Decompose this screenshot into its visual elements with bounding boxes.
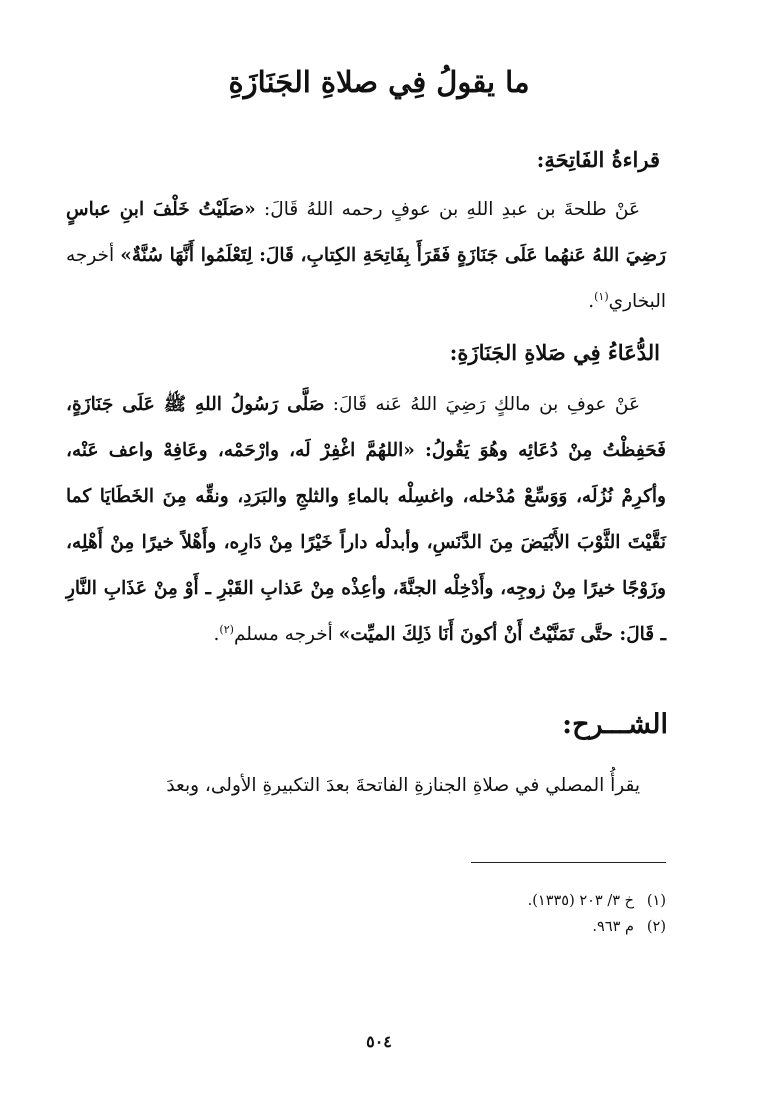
footnote-text: خ ٣/ ٢٠٣ (١٣٣٥). (527, 893, 634, 909)
hadith-paragraph-fatiha (66, 187, 666, 325)
footnote-2 (66, 914, 666, 940)
footnote-ref-2[interactable]: (٢) (219, 622, 234, 636)
hadith-narrator: عَنْ عوفِ بن مالكٍ رَضِيَ اللهُ عَنه قَالَ: (324, 394, 640, 415)
footnote-number: (٢) (646, 919, 666, 935)
sentence-end: . (588, 291, 595, 312)
footnote-1 (66, 888, 666, 914)
hadith-source: أخرجه البخاري (66, 245, 666, 312)
footnote-number: (١) (646, 893, 666, 909)
page-number: ٥٠٤ (366, 1032, 392, 1051)
sharh-heading: الشـــرح: (562, 709, 668, 740)
sharh-paragraph (66, 763, 666, 809)
page-title: ما يقولُ فِي صلاةِ الجَنَازَةِ (228, 65, 530, 99)
footnote-text: م ٩٦٣. (592, 919, 634, 935)
footnote-ref-1[interactable]: (١) (594, 289, 609, 303)
section-heading-dua: الدُّعَاءُ فِي صَلاةِ الجَنَازَةِ: (449, 340, 660, 365)
hadith-source: أخرجه مسلم (233, 624, 339, 645)
footnotes (66, 888, 666, 940)
hadith-narrator: عَنْ طلحةَ بن عبدِ اللهِ بن عوفٍ رحمه اللهُ قَالَ: (255, 199, 641, 220)
hadith-text: «صَلَيْتُ خَلْفَ ابنِ عباسٍ رَضِيَ اللهُ عَنهُما عَلَى جَنَازَةٍ فَقَرَأَ بِفَاتِحَةِ الكِتابِ، قَالَ: لِتَعْلَمُوا أَنَّهَا سُنَّةٌ» (66, 199, 666, 266)
sharh-text: يقرأُ المصلي في صلاةِ الجنازةِ الفاتحةَ بعدَ التكبيرةِ الأولى، وبعدَ (166, 775, 640, 796)
footnote-separator (471, 862, 666, 863)
hadith-text: صَلَّى رَسُولُ اللهِ ﷺ عَلَى جَنَازَةٍ، فَحَفِظْتُ مِنْ دُعَائِه وهُوَ يَقُولُ: «اللهُمَّ اغْفِرْ لَه، وارْحَمْه، وعَافِهْ واعف عَنْه، وأكرِمْ نُزُلَه، وَوَسِّعْ مُدْخله، واغسِلْه بالماءِ والثلجِ والبَرَدِ، ونقِّه مِنَ الخَطَايَا كما نَقَّيْتَ الثَّوْبَ الأَبْيَضَ مِنَ الدَّنَسِ، وأبدلْه داراً خَيْرًا مِنْ دَارِه، وأَهْلاً خيرًا مِنْ أَهْلِه، وزَوْجًا خيرًا مِنْ زوجِه، وأَدْخِلْه الجنَّةَ، وأعِذْه مِنْ عَذابِ القَبْرِ ـ أَوْ مِنْ عَذَابِ النَّارِ ـ قَالَ: حتَّى تَمَنَّيْتُ أَنْ أكونَ أَنَا ذَلِكَ الميِّت» (66, 394, 666, 645)
section-heading-fatiha: قراءةُ الفَاتِحَةِ: (536, 147, 660, 172)
sentence-end: . (213, 624, 220, 645)
hadith-paragraph-dua (66, 382, 666, 658)
